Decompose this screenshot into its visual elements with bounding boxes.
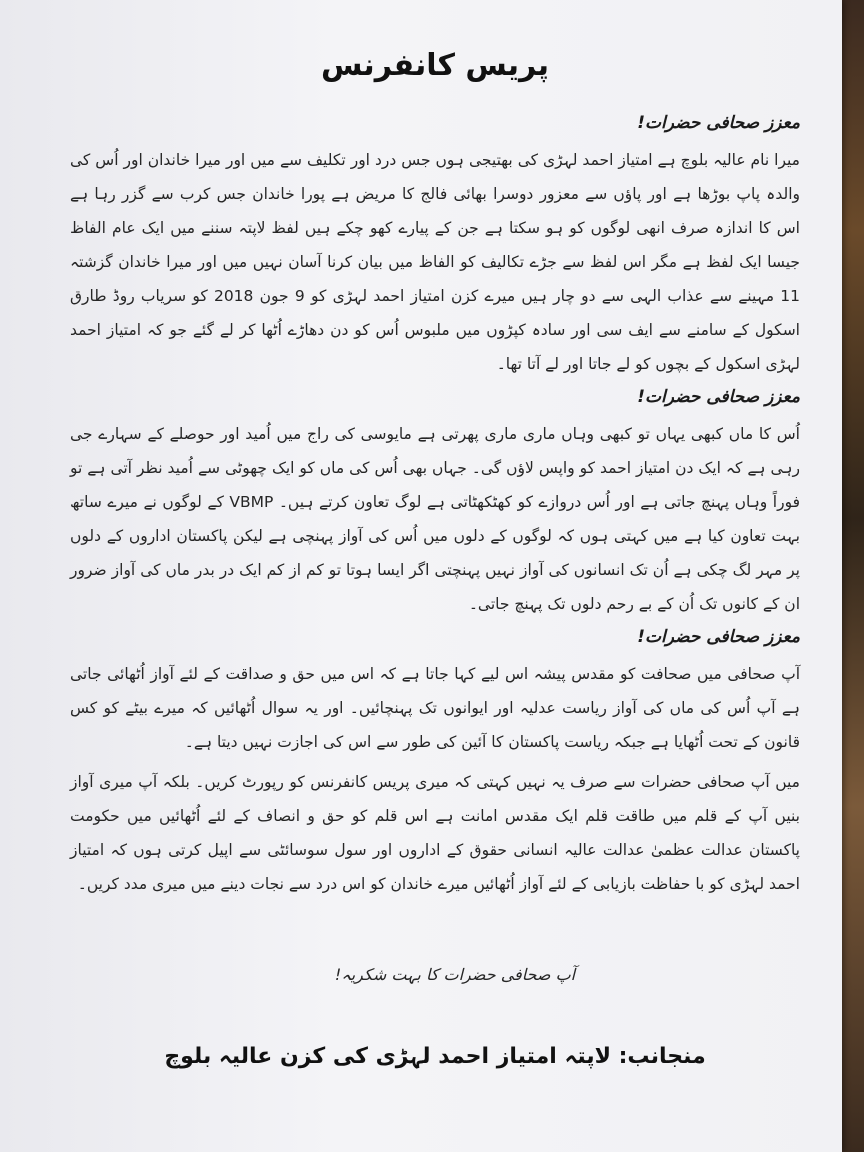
signature-line: منجانب: لاپتہ امتیاز احمد لہڑی کی کزن عالیہ بلوچ (164, 1044, 706, 1069)
salutation-1: معزز صحافی حضرات! (637, 113, 800, 133)
paragraph-3: آپ صحافی میں صحافت کو مقدس پیشہ اس لیے کہا جاتا ہے کہ اس میں حق و صداقت کے لئے آواز اُٹھائی جاتی ہے آپ اُس کی ماں کی آواز ریاست عدلیہ اور ایوانوں تک پہنچائیں۔ اور یہ سوال اُٹھائیں کہ میرے بیٹے کو کس قانون کے تحت اُٹھایا ہے جبکہ ریاست پاکستان کا آئین کی طور سے اس کی اجازت نہیں دیتا ہے۔ (70, 665, 800, 751)
document-title: پریس کانفرنس (321, 48, 549, 83)
paragraph-4: میں آپ صحافی حضرات سے صرف یہ نہیں کہتی کہ میری پریس کانفرنس کو رپورٹ کریں۔ بلکہ آپ میری آواز بنیں آپ کے قلم میں طاقت قلم ایک مقدس امانت ہے اس قلم کو حق و انصاف کے لئے اُٹھائیں میں حکومت پاکستان عدالت عظمیٰ عدالت عالیہ انسانی حقوق کے اداروں اور سول سوسائٹی سے اپیل کرتی ہوں کہ امتیاز احمد لہڑی کو با حفاظت بازیابی کے لئے آواز اُٹھائیں میرے خاندان کو اس درد سے نجات دینے میں میری مدد کریں۔ (70, 773, 800, 893)
paragraph-1: میرا نام عالیہ بلوچ ہے امتیاز احمد لہڑی کی بھتیجی ہوں جس درد اور تکلیف سے میں اور میرا خاندان اور اُس کی والدہ پاپ بوڑھا ہے اور پاؤں سے معزور دوسرا بھائی فالج کا مریض ہے پورا خاندان جس کرب سے گزر رہا ہے اس کا اندازہ صرف انھی لوگوں کو ہو سکتا ہے جن کے پیارے کھو چکے ہیں لفظ لاپتہ سننے میں ایک عام الفاظ جیسا ایک لفظ ہے مگر اس لفظ سے جڑے تکالیف کو الفاظ میں بیان کرنا آسان نہیں میں اور میرا خاندان گزشتہ 11 مہینے سے عذاب الہی سے دو چار ہیں میرے کزن امتیاز احمد لہڑی کو 9 جون 2018 کو سریاب روڈ طارق اسکول کے سامنے سے ایف سی اور سادہ کپڑوں میں ملبوس اُس کو دن دھاڑے اُٹھا کر لے گئے جو کہ امتیاز احمد لہڑی اسکول کے بچوں کو لے جاتا اور لے آتا تھا۔ (70, 151, 800, 373)
document-body (70, 40, 800, 1069)
paragraph-2: اُس کا ماں کبھی یہاں تو کبھی وہاں ماری ماری پھرتی ہے مایوسی کی راج میں اُمید اور حوصلے کے سہارے جی رہی ہے کہ ایک دن امتیاز احمد کو واپس لاؤں گی۔ جہاں بھی اُس کی ماں کو ایک چھوٹی سے اُمید نظر آتی ہے تو فوراً وہاں پہنچ جاتی ہے اور اُس دروازے کو کھٹکھٹاتی ہے لوگ تعاون کرتے ہیں۔ VBMP کے لوگوں نے میرے ساتھ بہت تعاون کیا ہے میں کہتی ہوں کہ لوگوں کے دلوں میں اُس کی آواز پہنچی ہے لیکن پاکستان اداروں کے دلوں پر مہر لگ چکی ہے اُن تک انسانوں کی آواز نہیں پہنچتی اگر ایسا ہوتا تو کم از کم ایک در بدر ماں کی آواز ضرور ان کے کانوں تک اُن کے بے رحم دلوں تک پہنچ جاتی۔ (70, 425, 800, 613)
salutation-3: معزز صحافی حضرات! (637, 627, 800, 647)
thanks-line: آپ صحافی حضرات کا بہت شکریہ! (334, 965, 576, 984)
salutation-2: معزز صحافی حضرات! (637, 387, 800, 407)
